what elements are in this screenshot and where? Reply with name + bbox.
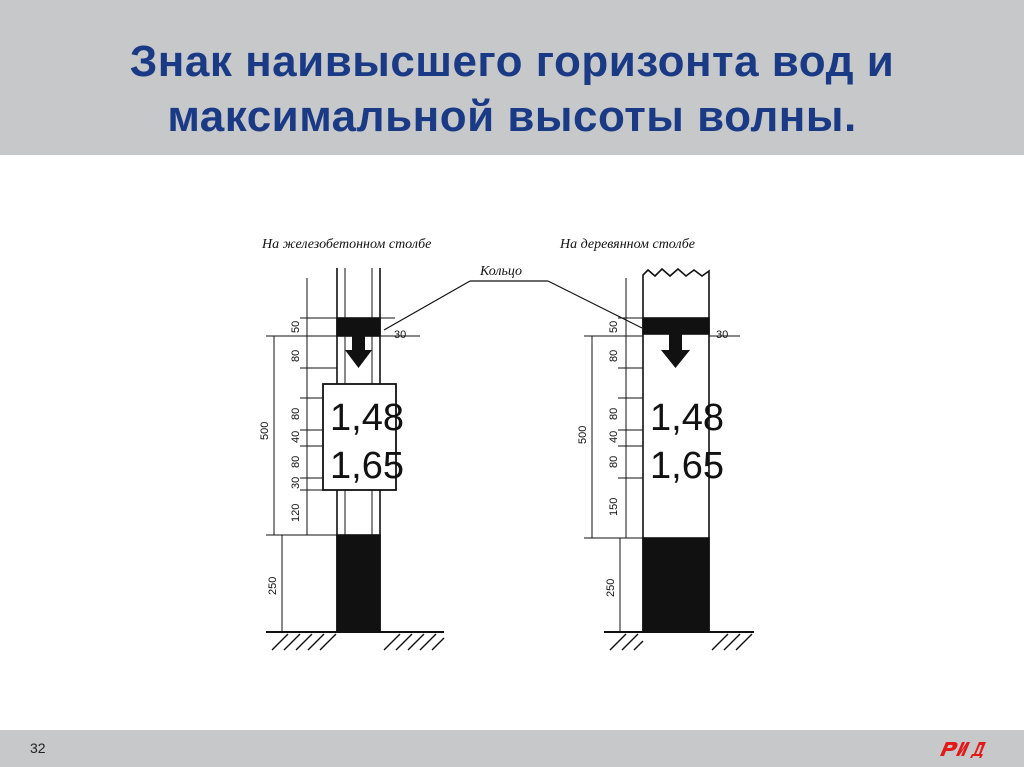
left-arrow bbox=[345, 336, 372, 368]
left-dim-30: 30 bbox=[290, 476, 302, 489]
left-dim-500: 500 bbox=[259, 421, 271, 440]
page-number: 32 bbox=[30, 740, 46, 756]
right-arrow bbox=[661, 334, 690, 368]
right-value-bottom: 1,65 bbox=[650, 445, 724, 487]
right-value-top: 1,48 bbox=[650, 397, 724, 439]
left-dim-80a: 80 bbox=[290, 407, 302, 420]
label-right-pole: На деревянном столбе bbox=[560, 237, 695, 252]
right-dim-80a: 80 bbox=[608, 407, 620, 420]
footer-band bbox=[0, 730, 1024, 767]
right-dim-50: 50 bbox=[608, 320, 620, 333]
ring-label: Кольцо bbox=[480, 264, 523, 279]
title-line-2: максимальной высоты волны. bbox=[167, 92, 857, 141]
right-dim-500: 500 bbox=[577, 425, 589, 444]
header-band bbox=[0, 0, 1024, 155]
left-dim-50: 50 bbox=[290, 320, 302, 333]
left-dim-80b: 80 bbox=[290, 455, 302, 468]
technical-drawing bbox=[0, 155, 1024, 730]
left-dim-250: 250 bbox=[267, 576, 279, 595]
ring-leaders bbox=[384, 281, 642, 330]
right-dim-80b: 80 bbox=[608, 455, 620, 468]
left-ground bbox=[266, 632, 444, 650]
left-dim-40: 40 bbox=[290, 430, 302, 443]
right-dim-250: 250 bbox=[605, 578, 617, 597]
right-dim-80: 80 bbox=[608, 349, 620, 362]
right-dim-40: 40 bbox=[608, 430, 620, 443]
left-value-top: 1,48 bbox=[330, 397, 404, 439]
left-value-bottom: 1,65 bbox=[330, 445, 404, 487]
right-dim-150: 150 bbox=[608, 497, 620, 516]
right-dim-30-side: 30 bbox=[716, 329, 729, 341]
slide-title bbox=[0, 34, 1024, 144]
right-ground bbox=[604, 632, 754, 650]
title-line-1: Знак наивысшего горизонта вод и bbox=[129, 37, 895, 86]
rzd-logo bbox=[934, 736, 990, 762]
label-left-pole: На железобетонном столбе bbox=[262, 237, 432, 252]
left-dim-30-side: 30 bbox=[394, 329, 407, 341]
left-dim-80: 80 bbox=[290, 349, 302, 362]
left-dim-120: 120 bbox=[290, 503, 302, 522]
